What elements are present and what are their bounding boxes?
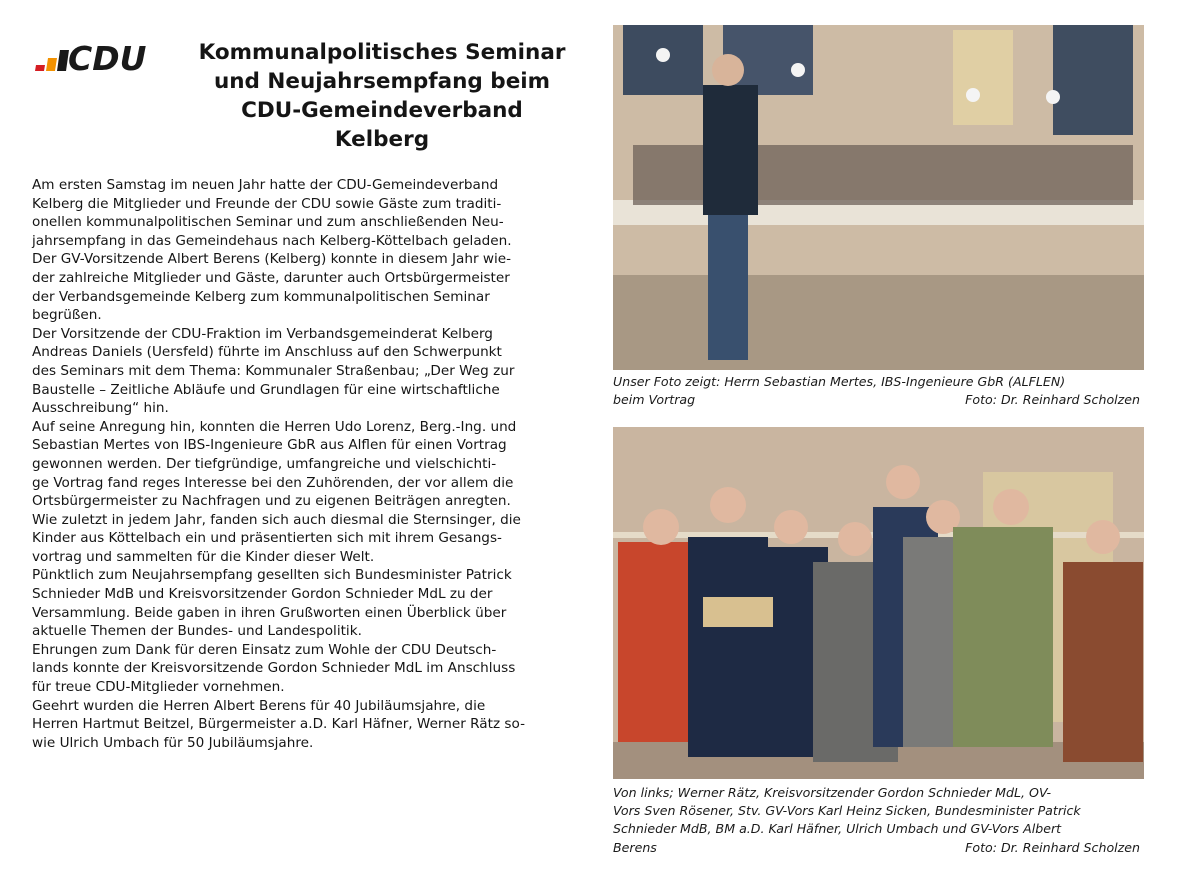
caption-line: beim Vortrag (613, 392, 696, 408)
article-title (182, 38, 582, 154)
article-line: jahrsempfang in das Gemeindehaus nach Kelberg-Köttelbach geladen. (32, 232, 512, 249)
article-line: onellen kommunalpolitischen Seminar und zum anschließenden Neu- (32, 214, 504, 231)
title-line: Kelberg (334, 127, 430, 152)
article-line: Der Vorsitzende der CDU-Fraktion im Verbandsgemeinderat Kelberg (32, 325, 493, 342)
article-line: der Verbandsgemeinde Kelberg zum kommunalpolitischen Seminar (32, 288, 490, 305)
article-paragraph (32, 566, 584, 640)
title-line: und Neujahrsempfang beim (213, 69, 551, 94)
article-line: Sebastian Mertes von IBS-Ingenieure GbR aus Alflen für einen Vortrag (32, 437, 507, 454)
article-line: ge Vortrag fand reges Interesse bei den Zuhörenden, der vor allem die (32, 474, 514, 491)
logo-stripe-red (35, 65, 45, 71)
article-paragraph (32, 325, 584, 418)
article-paragraph (32, 176, 584, 325)
photo-seminar-lecture (613, 25, 1144, 370)
photo-group-honorees (613, 427, 1144, 779)
caption-line: Vors Sven Rösener, Stv. GV-Vors Karl Heinz Sicken, Bundesminister Patrick (613, 803, 1081, 819)
article-line: Der GV-Vorsitzende Albert Berens (Kelberg) konnte in diesem Jahr wie- (32, 251, 512, 268)
article-line: Wie zuletzt in jedem Jahr, fanden sich auch diesmal die Sternsinger, die (32, 511, 521, 528)
article-line: Ehrungen zum Dank für deren Einsatz zum Wohle der CDU Deutsch- (32, 641, 497, 658)
article-paragraph (32, 511, 584, 567)
cdu-logo (32, 38, 172, 72)
article-line: Andreas Daniels (Uersfeld) führte im Anschluss auf den Schwerpunkt (32, 344, 502, 361)
logo-stripe-orange (46, 58, 57, 71)
article-paragraph (32, 641, 584, 697)
article-line: Geehrt wurden die Herren Albert Berens für 40 Jubiläumsjahre, die (32, 697, 486, 714)
article-line: Versammlung. Beide gaben in ihren Grußworten einen Überblick über (32, 604, 507, 621)
caption-line: Schnieder MdB, BM a.D. Karl Häfner, Ulrich Umbach und GV-Vors Albert (613, 821, 1062, 837)
article-line: Baustelle – Zeitliche Abläufe und Grundlagen für eine wirtschaftliche (32, 381, 500, 398)
article-line: des Seminars mit dem Thema: Kommunaler Straßenbau; „Der Weg zur (32, 362, 515, 379)
article-line: Auf seine Anregung hin, konnten die Herren Udo Lorenz, Berg.-Ing. und (32, 418, 517, 435)
article-line: vortrag und sammelten für die Kinder dieser Welt. (32, 548, 375, 565)
article-line: Herren Hartmut Beitzel, Bürgermeister a.D. Karl Häfner, Werner Rätz so- (32, 716, 525, 733)
article-line: für treue CDU-Mitglieder vornehmen. (32, 679, 285, 696)
article-line: begrüßen. (32, 307, 102, 324)
article-line: gewonnen werden. Der tiefgründige, umfangreiche und vielschichti- (32, 455, 497, 472)
article-line: Kelberg die Mitglieder und Freunde der CDU sowie Gäste zum traditi- (32, 195, 502, 212)
article-line: Kinder aus Köttelbach ein und präsentierten sich mit ihrem Gesangs- (32, 530, 502, 547)
article-line: Pünktlich zum Neujahrsempfang gesellten sich Bundesminister Patrick (32, 567, 512, 584)
article-line: der zahlreiche Mitglieder und Gäste, darunter auch Ortsbürgermeister (32, 269, 510, 286)
caption-line: Berens (613, 839, 657, 855)
article-line: Ortsbürgermeister zu Nachfragen und zu eigenen Beiträgen anregten. (32, 493, 511, 510)
caption-line: Unser Foto zeigt: Herrn Sebastian Mertes, IBS-Ingenieure GbR (ALFLEN) (613, 374, 1066, 389)
logo-text: CDU (68, 39, 147, 72)
article-line: wie Ulrich Umbach für 50 Jubiläumsjahre. (32, 734, 314, 751)
article-line: Schnieder MdB und Kreisvorsitzender Gordon Schnieder MdL zu der (32, 586, 493, 603)
photo-credit: Foto: Dr. Reinhard Scholzen (965, 839, 1140, 855)
article-paragraph (32, 418, 584, 511)
photo-credit: Foto: Dr. Reinhard Scholzen (965, 392, 1140, 408)
photo1-caption (613, 373, 1140, 409)
title-line: CDU-Gemeindeverband (241, 98, 523, 123)
caption-line: Von links; Werner Rätz, Kreisvorsitzender Gordon Schnieder MdL, OV- (613, 785, 1052, 800)
article-line: aktuelle Themen der Bundes- und Landespolitik. (32, 623, 362, 640)
article-line: lands konnte der Kreisvorsitzende Gordon Schnieder MdL im Anschluss (32, 660, 516, 677)
article-body (32, 176, 584, 752)
photo2-caption (613, 784, 1140, 857)
article-line: Ausschreibung“ hin. (32, 400, 169, 417)
article-paragraph (32, 697, 584, 753)
title-line: Kommunalpolitisches Seminar (198, 40, 566, 65)
article-line: Am ersten Samstag im neuen Jahr hatte der CDU-Gemeindeverband (32, 177, 499, 193)
